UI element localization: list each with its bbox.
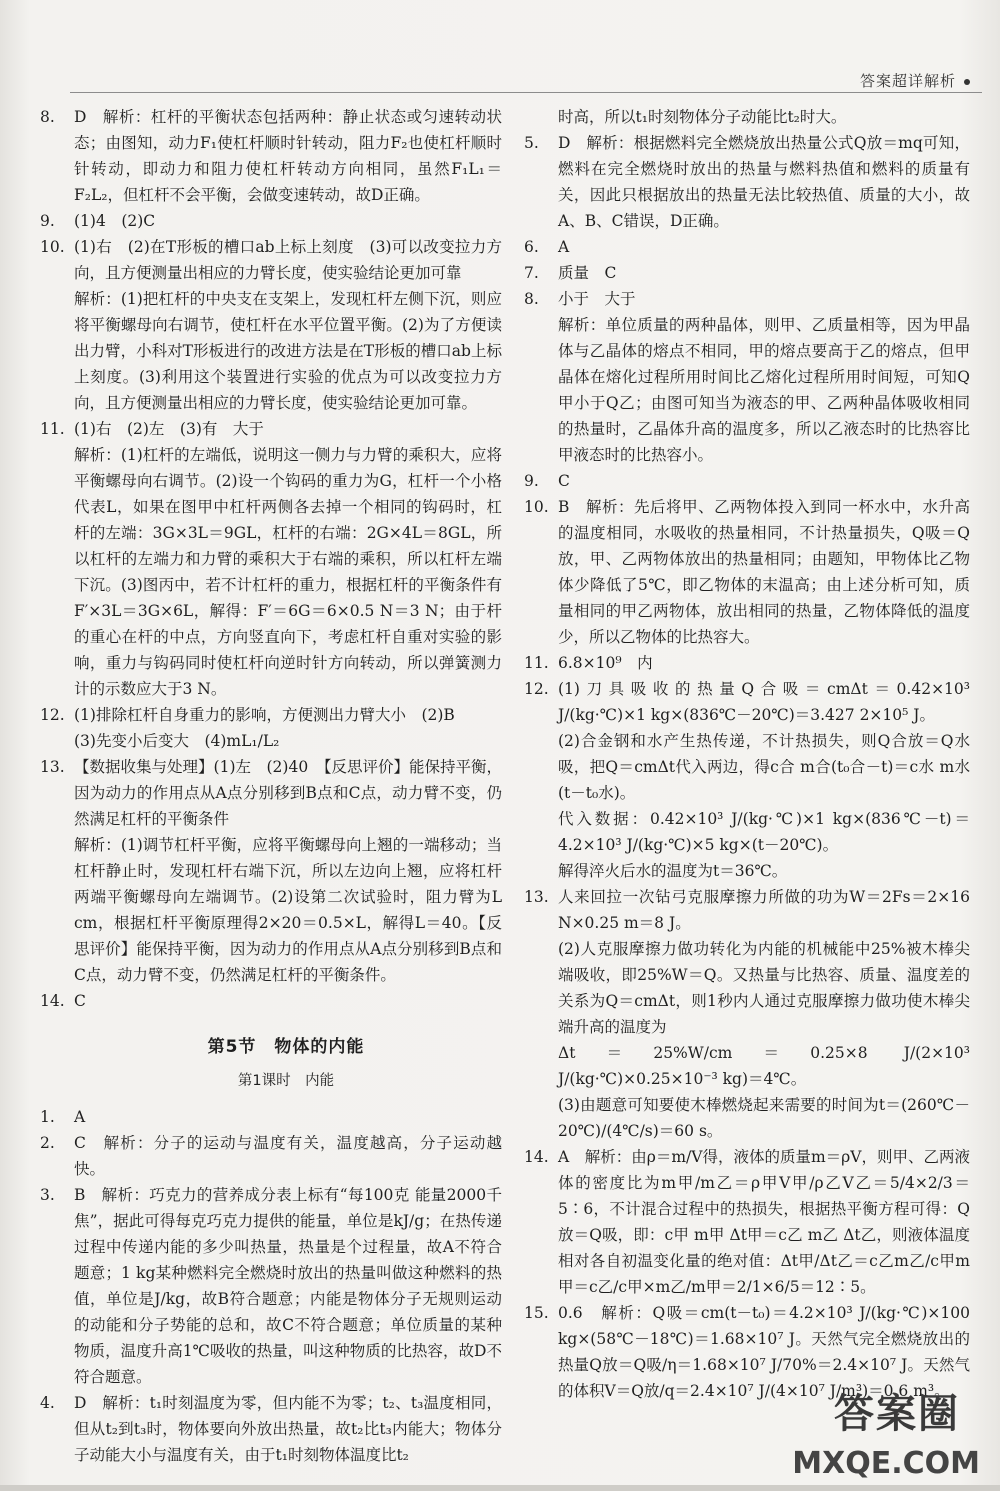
item-number: 11. [524,654,549,672]
item-text: D 解析：杠杆的平衡状态包括两种：静止状态或匀速转动状态；由图知，动力F₁使杠杆顺时针转动，阻力F₂也使杠杆顺时针转动，即动力和阻力使杠杆转动方向相同，虽然F₁L₁＝F₂L₂，但杠杆不会平衡，会做变速转动，故D正确。 [74,108,502,204]
item-text: Δt＝25%W/cm＝0.25×8 J/(2×10³ J/(kg·℃)×0.25×10⁻³ kg)＝4℃。 [558,1044,970,1088]
item-text: 时高，所以t₁时刻物体分子动能比t₂时大。 [558,108,847,126]
item-number: 12. [524,680,549,698]
item-text: 【数据收集与处理】(1)左 (2)40 【反思评价】能保持平衡，因为动力的作用点从A点分别移到B点和C点，动力臂不变，仍然满足杠杆的平衡条件 [74,758,502,828]
item-number [524,728,558,806]
item-number: 10. [40,238,65,256]
answer-item [40,234,502,286]
item-text: B 解析：巧克力的营养成分表上标有“每100克 能量2000千焦”，据此可得每克巧克力提供的能量，单位是kJ/g；在热传递过程中传递内能的多少叫热量，热量是个过程量，故A不符合题意；1 kg某种燃料完全燃烧时放出的热量叫做这种燃料的热值，单位是J/kg，故B符合题意；内能是物体分子无规则运动的动能和分子势能的总和，故C不符合题意；单位质量的某种物质，温度升高1℃吸收的热量，叫这种物质的比热容，故D不符合题意。 [74,1186,502,1386]
page-edge [0,1485,1000,1491]
answer-item [40,832,502,988]
watermark-logo: 答案圈 [834,1391,960,1437]
bullet-icon [964,79,970,85]
item-text: A [558,238,570,256]
item-number: 13. [524,888,549,906]
answer-item [40,702,502,728]
answer-item [524,234,970,260]
item-number: 4. [40,1394,55,1412]
item-text: A 解析：由ρ＝m/V得，液体的质量m＝ρV，则甲、乙两液体的密度比为m甲/m乙＝ρ甲V甲/ρ乙V乙＝5/4×2/3＝5∶6，不计混合过程中的热损失，根据热平衡方程可得：Q放＝Q吸，即：c甲 m甲 Δt甲＝c乙 m乙 Δt乙，则液体温度相对各自初温变化量的绝对值：Δt甲/Δt乙＝c乙m乙/c甲m甲＝c乙/c甲×m乙/m甲＝2/1×6/5＝12∶5。 [558,1148,970,1296]
answer-item [524,494,970,650]
item-text: 解析：(1)调节杠杆平衡，应将平衡螺母向上翘的一端移动；当杠杆静止时，发现杠杆右端下沉，所以左边向上翘，应将杠杆两端平衡螺母向左端调节。(2)设第二次试验时，阻力臂为L cm，根据杠杆平衡原理得2×20＝0.5×L，解得L＝40。【反思评价】能保持平衡，因为动力的作用点从A点分别移到B点和C点，动力臂不变，仍然满足杠杆的平衡条件。 [74,836,502,984]
item-text: (1)右 (2)在T形板的槽口ab上标上刻度 (3)可以改变拉力方向，且方便测量出相应的力臂长度，使实验结论更加可靠 [74,238,502,282]
item-text: (1)刀具吸收的热量Q合吸＝cmΔt＝0.42×10³ J/(kg·℃)×1 kg×(836℃－20℃)＝3.427 2×10⁵ J。 [558,680,970,724]
answer-item [524,1040,970,1092]
answer-item [524,650,970,676]
answer-item [524,884,970,936]
item-number: 5. [524,134,539,152]
item-text: 人来回拉一次钻弓克服摩擦力所做的功为W＝2Fs＝2×16 N×0.25 m＝8 J。 [558,888,970,932]
item-number [40,832,74,988]
item-number [40,728,74,754]
answer-item [40,754,502,832]
answer-item [40,442,502,702]
answer-item [524,676,970,728]
answer-item [524,1092,970,1144]
item-text: (3)先变小后变大 (4)mL₁/L₂ [74,732,280,750]
item-text: 解析：(1)把杠杆的中央支在支架上，发现杠杆左侧下沉，则应将平衡螺母向右调节，使杠杆在水平位置平衡。(2)为了方便读出力臂，小科对T形板进行的改进方法是在T形板的槽口ab上标上刻度。(3)利用这个装置进行实验的优点为可以改变拉力方向，且方便测量出相应的力臂长度，使实验结论更加可靠。 [74,290,502,412]
answer-item [524,312,970,468]
item-number [524,806,558,858]
answer-item [524,1144,970,1300]
item-text: 0.6 解析：Q吸＝cm(t－t₀)＝4.2×10³ J/(kg·℃)×100 kg×(58℃－18℃)＝1.68×10⁷ J。天然气完全燃烧放出的热量Q放＝Q吸/η＝1.68×10⁷ J/70%＝2.4×10⁷ J。天然气的体积V＝Q放/q＝2.4×10⁷ J/(4×10⁷ J/m³)＝0.6 m³。 [558,1304,970,1400]
item-number: 9. [40,212,55,230]
item-number [524,104,558,130]
item-text: C [558,472,570,490]
item-number [524,1040,558,1092]
item-text: (2)人克服摩擦力做功转化为内能的机械能中25%被木棒尖端吸收，即25%W＝Q。又热量与比热容、质量、温度差的关系为Q＝cmΔt，则1秒内人通过克服摩擦力做功使木棒尖端升高的温度为 [558,940,970,1036]
item-number: 11. [40,420,65,438]
item-number [40,286,74,416]
item-number: 12. [40,706,65,724]
answer-item [40,988,502,1014]
item-text: (2)合金钢和水产生热传递，不计热损失，则Q合放＝Q水吸，把Q＝cmΔt代入两边，得c合 m合(t₀合－t)＝c水 m水(t－t₀水)。 [558,732,970,802]
item-number: 2. [40,1134,55,1152]
answer-item [524,806,970,858]
item-text: C [74,992,86,1010]
answer-item [40,728,502,754]
item-text: 代入数据：0.42×10³ J/(kg·℃)×1 kg×(836℃－t)＝4.2×10³ J/(kg·℃)×5 kg×(t－20℃)。 [558,810,970,854]
item-text: (1)右 (2)左 (3)有 大于 [74,420,264,438]
item-text: B 解析：先后将甲、乙两物体投入到同一杯水中，水升高的温度相同，水吸收的热量相同，不计热量损失，Q吸＝Q放，甲、乙两物体放出的热量相同；由题知，甲物体比乙物体少降低了5℃，即乙物体的末温高；由上述分析可知，质量相同的甲乙两物体，放出相同的热量，乙物体降低的温度少，所以乙物体的比热容大。 [558,498,970,646]
section-title: 第5节 物体的内能 [207,1037,365,1057]
item-number: 6. [524,238,539,256]
item-text: D 解析：根据燃料完全燃烧放出热量公式Q放＝mq可知，燃料在完全燃烧时放出的热量与燃料热值和燃料的质量有关，因此只根据放出的热量无法比较热值、质量的大小，故A、B、C错误，D正确。 [558,134,970,230]
item-number [524,312,558,468]
item-number: 15. [524,1304,549,1322]
answer-item [40,1390,502,1468]
running-header [860,70,970,91]
answer-item [524,468,970,494]
watermark-url: MXQE.COM [792,1446,980,1481]
answer-item [524,728,970,806]
item-number: 8. [40,108,55,126]
answer-item [40,104,502,208]
answer-item [40,1130,502,1182]
item-number: 1. [40,1108,55,1126]
answer-item [40,1104,502,1130]
item-number: 7. [524,264,539,282]
item-text: C 解析：分子的运动与温度有关，温度越高，分子运动越快。 [74,1134,502,1178]
answer-item [40,286,502,416]
answer-item [40,416,502,442]
item-number: 14. [524,1148,549,1166]
right-column [524,104,970,1404]
item-number: 13. [40,758,65,776]
item-number: 10. [524,498,549,516]
item-text: 小于 大于 [558,290,636,308]
item-number: 14. [40,992,65,1010]
item-number: 8. [524,290,539,308]
item-text: (1)4 (2)C [74,212,156,230]
item-text: 解析：(1)杠杆的左端低，说明这一侧力与力臂的乘积大，应将平衡螺母向右调节。(2)设一个钩码的重力为G，杠杆一个小格代表L，如果在图甲中杠杆两侧各去掉一个相同的钩码时，杠杆的左端：3G×3L＝9GL，杠杆的右端：2G×4L＝8GL，所以杠杆的左端力和力臂的乘积大于右端的乘积，所以杠杆左端下沉。(3)图丙中，若不计杠杆的重力，根据杠杆的平衡条件有F′×3L＝3G×6L，解得：F′＝6G＝6×0.5 N＝3 N；由于杆的重心在杆的中点，方向竖直向下，考虑杠杆自重对实验的影响，重力与钩码同时使杠杆向逆时针方向转动，所以弹簧测力计的示数应大于3 N。 [74,446,502,698]
lesson-title: 第1课时 内能 [237,1073,335,1089]
answer-item [524,286,970,312]
item-text: 6.8×10⁹ 内 [558,654,653,672]
item-text: 解得淬火后水的温度为t＝36℃。 [558,862,788,880]
answer-item [40,208,502,234]
answer-item [40,1182,502,1390]
header-title: 答案超详解析 [859,72,956,90]
item-text: A [74,1108,86,1126]
item-text: 解析：单位质量的两种晶体，则甲、乙质量相等，因为甲晶体与乙晶体的熔点不相同，甲的熔点要高于乙的熔点，但甲晶体在熔化过程所用时间比乙熔化过程所用时间短，可知Q甲小于Q乙；由图可知当为液态的甲、乙两种晶体吸收相同的热量时，乙晶体升高的温度多，所以乙液态时的比热容比甲液态时的比热容小。 [558,316,970,464]
answer-item [524,104,970,130]
item-number: 9. [524,472,539,490]
item-number [40,442,74,702]
item-text: (3)由题意可知要使木棒燃烧起来需要的时间为t＝(260℃－20℃)/(4℃/s)＝60 s。 [558,1096,970,1140]
left-column [40,104,502,1468]
answer-item [524,858,970,884]
answer-item [524,260,970,286]
answer-item [524,936,970,1040]
item-number: 3. [40,1186,55,1204]
item-number [524,936,558,1040]
item-number [524,1092,558,1144]
item-text: (1)排除杠杆自身重力的影响，方便测出力臂大小 (2)B [74,706,455,724]
item-number [524,858,558,884]
item-text: D 解析：t₁时刻温度为零，但内能不为零；t₂、t₃温度相同，但从t₂到t₃时，物体要向外放出热量，故t₂比t₃内能大；物体分子动能大小与温度有关，由于t₁时刻物体温度比t₂ [74,1394,502,1464]
answer-item [524,130,970,234]
header-rule [70,92,982,93]
item-text: 质量 C [558,264,617,282]
